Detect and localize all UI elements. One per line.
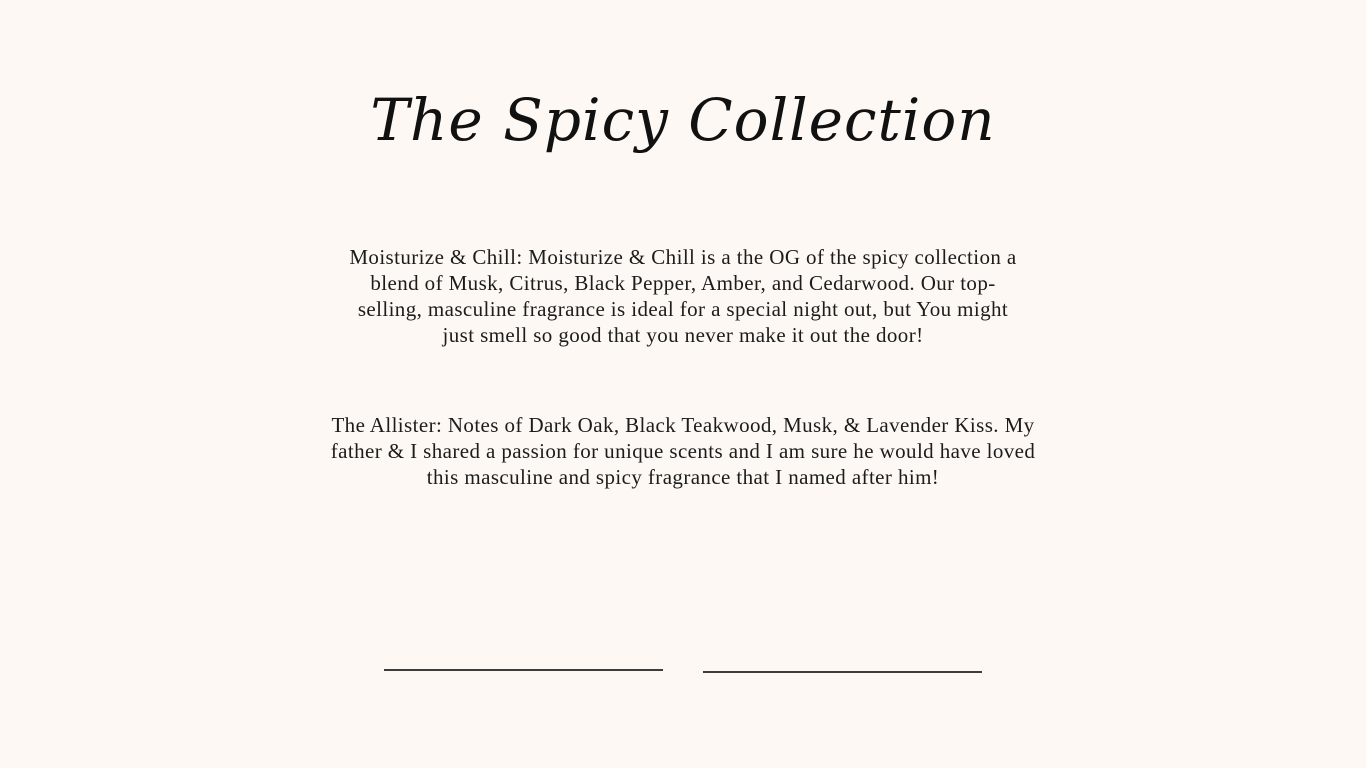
product-description-moisturize-chill: Moisturize & Chill: Moisturize & Chill is a the OG of the spicy collection a blend of Musk, Citrus, Black Pepper, Amber, and Cedarwood. Our top-selling, masculine fragrance is ideal for a special night out, but You might just smell so good that you never make it out the door! <box>349 245 1017 347</box>
page-title: The Spicy Collection <box>370 86 996 154</box>
divider-left <box>384 669 663 671</box>
divider-right <box>703 671 982 673</box>
product-description-the-allister: The Allister: Notes of Dark Oak, Black Teakwood, Musk, & Lavender Kiss. My father & I shared a passion for unique scents and I am sure he would have loved this masculine and spicy fragrance that I named after him! <box>330 413 1036 489</box>
